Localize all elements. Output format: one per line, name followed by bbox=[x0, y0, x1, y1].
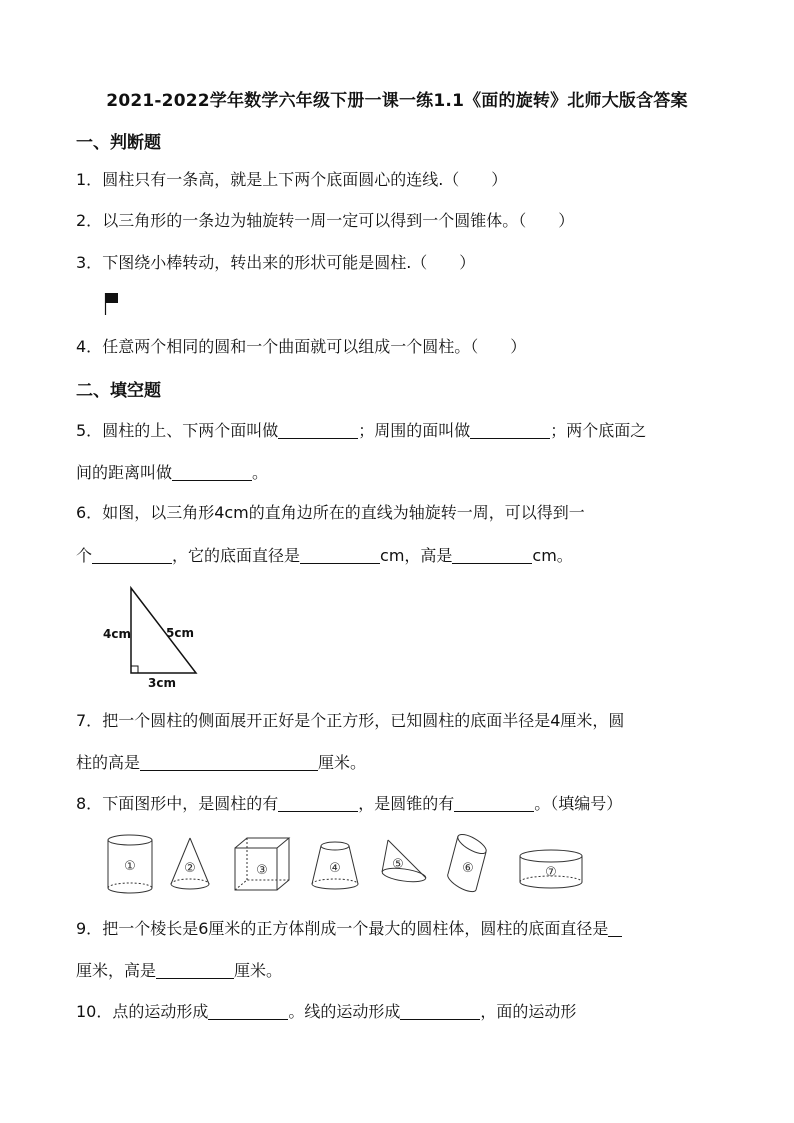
right-angle-mark bbox=[131, 666, 138, 673]
question-text: 厘米。 bbox=[318, 753, 367, 772]
question-text: 厘米，高是 bbox=[76, 961, 157, 980]
question-2 bbox=[76, 209, 574, 233]
section-fill-heading: 二、填空题 bbox=[76, 381, 161, 401]
question-text: 任意两个相同的圆和一个曲面就可以组成一个圆柱。（ ） bbox=[102, 337, 527, 356]
question-text: ，是圆锥的有 bbox=[358, 794, 455, 813]
answer-blank[interactable] bbox=[156, 962, 234, 979]
question-text: ；周围的面叫做 bbox=[358, 421, 471, 440]
question-8 bbox=[76, 792, 622, 816]
question-text: 个 bbox=[76, 546, 93, 565]
question-text: 柱的高是 bbox=[76, 753, 141, 772]
answer-blank[interactable] bbox=[278, 795, 358, 812]
answer-blank[interactable] bbox=[454, 795, 534, 812]
page-title: 2021-2022学年数学六年级下册一课一练1.1《面的旋转》北师大版含答案 bbox=[106, 91, 688, 111]
question-text: 点的运动形成 bbox=[112, 1002, 209, 1021]
question-number: 3． bbox=[76, 253, 103, 272]
answer-blank[interactable] bbox=[208, 1003, 288, 1020]
answer-blank[interactable] bbox=[400, 1003, 480, 1020]
label-left-side: 4cm bbox=[103, 627, 131, 641]
question-text: 以三角形的一条边为轴旋转一周一定可以得到一个圆锥体。（ ） bbox=[102, 211, 575, 230]
question-9-line-1 bbox=[76, 917, 622, 941]
label-bottom-side: 3cm bbox=[148, 676, 176, 690]
question-number: 7． bbox=[76, 711, 103, 730]
shape-label: ③ bbox=[256, 863, 268, 878]
label-hypotenuse: 5cm bbox=[166, 626, 194, 640]
shape-2-cone bbox=[171, 838, 209, 889]
shape-3-cube bbox=[235, 838, 289, 890]
question-text: ，它的底面直径是 bbox=[172, 546, 301, 565]
answer-blank[interactable] bbox=[172, 464, 252, 481]
answer-blank[interactable] bbox=[278, 422, 358, 439]
answer-blank[interactable] bbox=[92, 547, 172, 564]
question-text: ，面的运动形 bbox=[480, 1002, 577, 1021]
question-text: cm，高是 bbox=[380, 546, 453, 565]
question-text: 。（填编号） bbox=[534, 794, 623, 813]
shape-1-cylinder bbox=[108, 835, 152, 893]
question-number: 1． bbox=[76, 170, 103, 189]
right-triangle-figure bbox=[100, 584, 210, 692]
answer-blank[interactable] bbox=[470, 422, 550, 439]
question-number: 8． bbox=[76, 794, 103, 813]
shape-label: ⑤ bbox=[392, 857, 404, 872]
question-6-line-1 bbox=[76, 501, 585, 525]
question-text: 把一个棱长是6厘米的正方体削成一个最大的圆柱体，圆柱的底面直径是 bbox=[102, 919, 609, 938]
flag-on-stick-figure bbox=[102, 290, 122, 318]
answer-blank[interactable] bbox=[452, 547, 532, 564]
question-4 bbox=[76, 335, 526, 359]
flag-shape bbox=[105, 293, 118, 303]
shape-5-tilted-cone bbox=[381, 840, 426, 884]
question-number: 5． bbox=[76, 421, 103, 440]
question-text: cm。 bbox=[532, 546, 573, 565]
shape-label: ⑦ bbox=[545, 865, 557, 880]
question-number: 9． bbox=[76, 919, 103, 938]
question-text: 下图绕小棒转动，转出来的形状可能是圆柱.（ ） bbox=[102, 253, 476, 272]
question-6-line-2 bbox=[76, 544, 573, 568]
question-7-line-2 bbox=[76, 751, 366, 775]
shape-label: ① bbox=[124, 859, 136, 874]
question-5-line-1 bbox=[76, 419, 646, 443]
shape-label: ⑥ bbox=[462, 861, 474, 876]
shape-4-frustum bbox=[312, 842, 358, 889]
shape-label: ② bbox=[184, 861, 196, 876]
question-number: 4． bbox=[76, 337, 103, 356]
question-text: 把一个圆柱的侧面展开正好是个正方形，已知圆柱的底面半径是4厘米，圆 bbox=[102, 711, 625, 730]
question-text: 厘米。 bbox=[234, 961, 283, 980]
shape-7-flat-cylinder bbox=[520, 850, 582, 888]
solid-shapes-figure bbox=[100, 832, 600, 898]
question-text: 圆柱的上、下两个面叫做 bbox=[102, 421, 279, 440]
question-text: 。 bbox=[252, 463, 269, 482]
question-text: 圆柱只有一条高，就是上下两个底面圆心的连线.（ ） bbox=[102, 170, 508, 189]
question-text: ；两个底面之 bbox=[550, 421, 647, 440]
question-number: 2． bbox=[76, 211, 103, 230]
question-text: 下面图形中，是圆柱的有 bbox=[102, 794, 279, 813]
question-text: 。线的运动形成 bbox=[288, 1002, 401, 1021]
question-text: 如图，以三角形4cm的直角边所在的直线为轴旋转一周，可以得到一 bbox=[102, 503, 585, 522]
question-1 bbox=[76, 168, 507, 192]
answer-blank[interactable] bbox=[140, 754, 318, 771]
question-10 bbox=[76, 1000, 576, 1024]
question-number: 6． bbox=[76, 503, 103, 522]
question-7-line-1 bbox=[76, 709, 624, 733]
shape-label: ④ bbox=[329, 861, 341, 876]
answer-blank[interactable] bbox=[608, 920, 622, 937]
question-5-line-2 bbox=[76, 461, 268, 485]
question-text: 间的距离叫做 bbox=[76, 463, 173, 482]
shape-6-tilted-cylinder bbox=[448, 832, 489, 892]
answer-blank[interactable] bbox=[300, 547, 380, 564]
question-3 bbox=[76, 251, 475, 275]
section-judge-heading: 一、判断题 bbox=[76, 133, 161, 153]
question-9-line-2 bbox=[76, 959, 282, 983]
question-number: 10． bbox=[76, 1002, 113, 1021]
